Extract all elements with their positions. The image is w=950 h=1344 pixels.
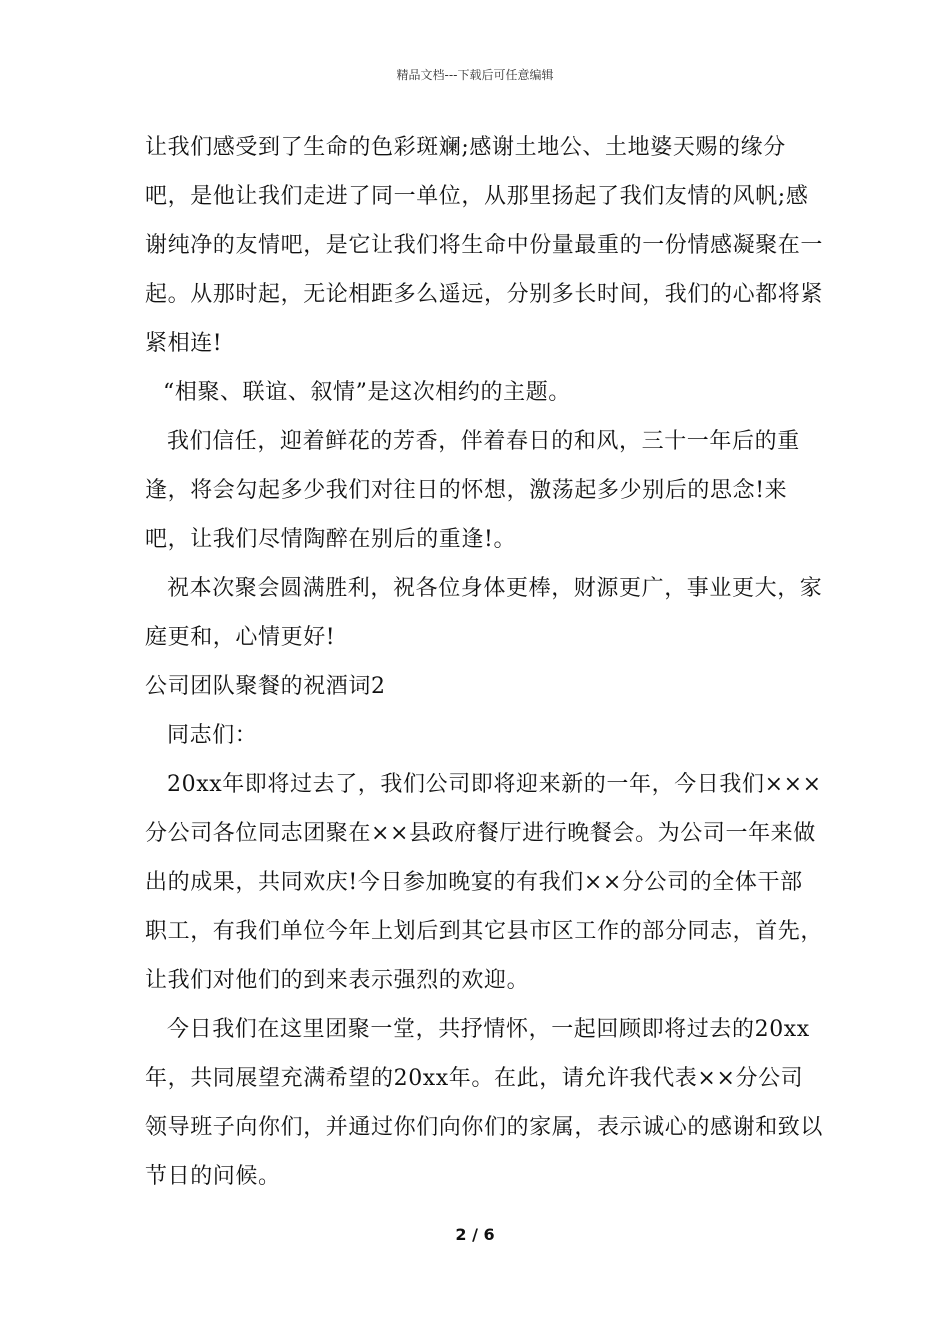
paragraph-year-review: 20xx年即将过去了，我们公司即将迎来新的一年，今日我们×××分公司各位同志团聚在××县政府餐厅进行晚餐会。为公司一年来做出的成果，共同欢庆!今日参加晚宴的有我们××分公司的全体干部职工，有我们单位今年上划后到其它县市区工作的部分同志，首先，让我们对他们的到来表示强烈的欢迎。 (145, 772, 824, 993)
paragraph-blessing: 祝本次聚会圆满胜利，祝各位身体更棒，财源更广，事业更大，家庭更和，心情更好! (145, 576, 823, 650)
paragraph-salutation: 同志们： (167, 723, 258, 748)
paragraph-thanks: 今日我们在这里团聚一堂，共抒情怀，一起回顾即将过去的20xx年，共同展望充满希望的20xx年。在此，请允许我代表××分公司领导班子向你们，并通过你们向你们的家属，表示诚心的感谢和致以节日的问候。 (145, 1017, 824, 1189)
document-body (145, 123, 825, 1201)
paragraph-theme: “相聚、联谊、叙情”是这次相约的主题。 (163, 380, 571, 405)
page-header: 精品文档---下载后可任意编辑 (396, 68, 554, 82)
page-indicator: 2 / 6 (455, 1225, 495, 1244)
section-title: 公司团队聚餐的祝酒词2 (145, 674, 386, 699)
paragraph-reunion: 我们信任，迎着鲜花的芳香，伴着春日的和风，三十一年后的重逢，将会勾起多少我们对往日的怀想，激荡起多少别后的思念!来吧，让我们尽情陶醉在别后的重逢!。 (145, 429, 800, 552)
paragraph-gratitude: 让我们感受到了生命的色彩斑斓;感谢土地公、土地婆天赐的缘分吧，是他让我们走进了同一单位，从那里扬起了我们友情的风帆;感谢纯净的友情吧，是它让我们将生命中份量最重的一份情感凝聚在一起。从那时起，无论相距多么遥远，分别多长时间，我们的心都将紧紧相连! (145, 135, 824, 356)
